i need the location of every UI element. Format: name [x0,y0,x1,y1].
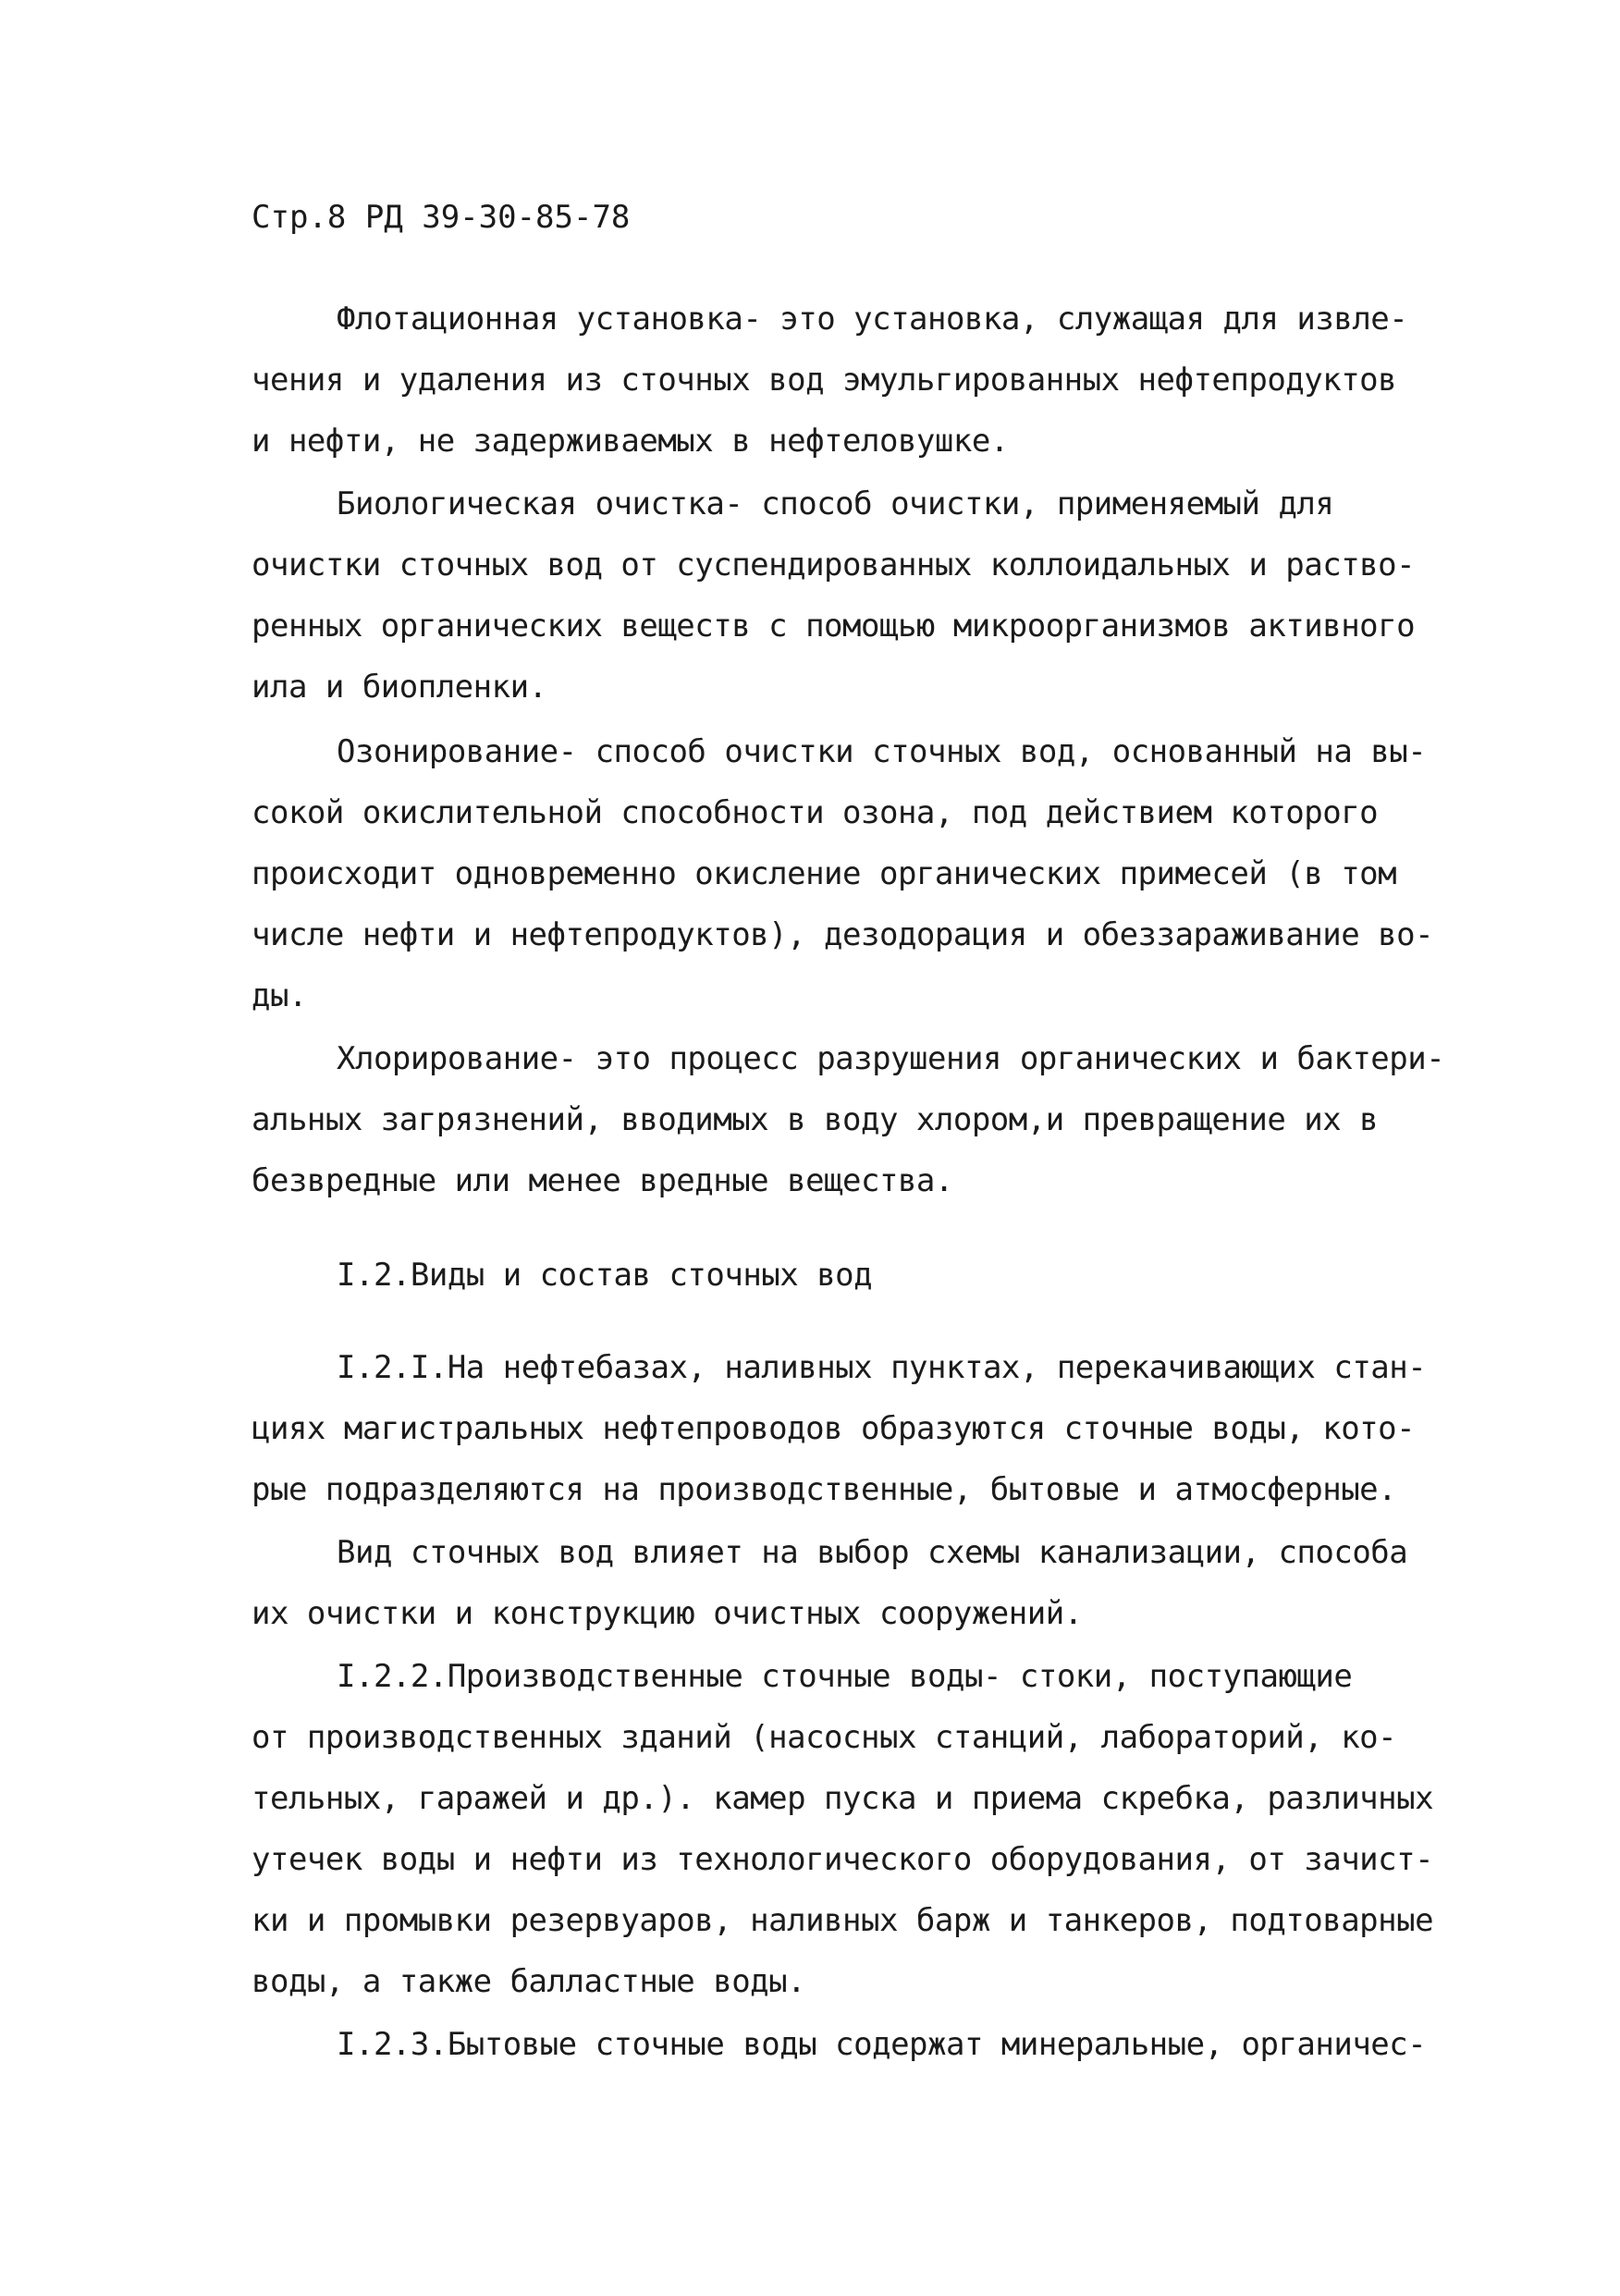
paragraph-line: очистки сточных вод от суспендированных коллоидальных и раство- [252,546,1416,583]
paragraph-line: и нефти, не задерживаемых в нефтеловушке. [252,423,1009,460]
paragraph-line: альных загрязнений, вводимых в воду хлором,и превращение их в [252,1101,1379,1138]
paragraph-line: безвредные или менее вредные вещества. [252,1162,953,1199]
paragraph-line: Биологическая очистка- способ очистки, применяемый для [337,485,1334,522]
paragraph-line: воды, а также балластные воды. [252,1963,806,2000]
paragraph-line: циях магистральных нефтепроводов образуются сточные воды, кото- [252,1410,1416,1447]
paragraph-line: I.2.I.На нефтебазах, наливных пунктах, перекачивающих стан- [337,1349,1427,1386]
paragraph-line: I.2.2.Производственные сточные воды- стоки, поступающие [337,1658,1353,1695]
paragraph-line: утечек воды и нефти из технологического оборудования, от зачист- [252,1841,1434,1878]
paragraph-line: Хлорирование- это процесс разрушения органических и бактери- [337,1040,1445,1077]
paragraph-line: ила и биопленки. [252,669,547,706]
paragraph-line: чения и удаления из сточных вод эмульгированных нефтепродуктов [252,362,1397,399]
paragraph-line: I.2.3.Бытовые сточные воды содержат минеральные, органичес- [337,2026,1427,2063]
paragraph-line: Вид сточных вод влияет на выбор схемы канализации, способа [337,1534,1408,1571]
paragraph-line: ки и промывки резервуаров, наливных барж и танкеров, подтоварные [252,1902,1434,1939]
paragraph-line: тельных, гаражей и др.). камер пуска и приема скребка, различных [252,1780,1434,1817]
paragraph-line: происходит одновременно окисление органических примесей (в том [252,855,1397,892]
paragraph-line: ды. [252,977,307,1014]
paragraph-line: Озонирование- способ очистки сточных вод, основанный на вы- [337,733,1427,770]
paragraph-line: рые подразделяются на производственные, бытовые и атмосферные. [252,1471,1397,1508]
page-header: Стр.8 РД 39-30-85-78 [252,199,631,236]
paragraph-line: от производственных зданий (насосных станций, лабораторий, ко- [252,1719,1397,1756]
paragraph-line: их очистки и конструкцию очистных сооружений. [252,1595,1083,1632]
paragraph-line: Флотационная установка- это установка, служащая для извле- [337,301,1408,338]
paragraph-line: сокой окислительной способности озона, под действием которого [252,794,1379,831]
paragraph-line: числе нефти и нефтепродуктов), дезодорация и обеззараживание во- [252,916,1434,953]
paragraph-line: ренных органических веществ с помощью микроорганизмов активного [252,608,1416,645]
section-heading: I.2.Виды и состав сточных вод [337,1257,873,1294]
